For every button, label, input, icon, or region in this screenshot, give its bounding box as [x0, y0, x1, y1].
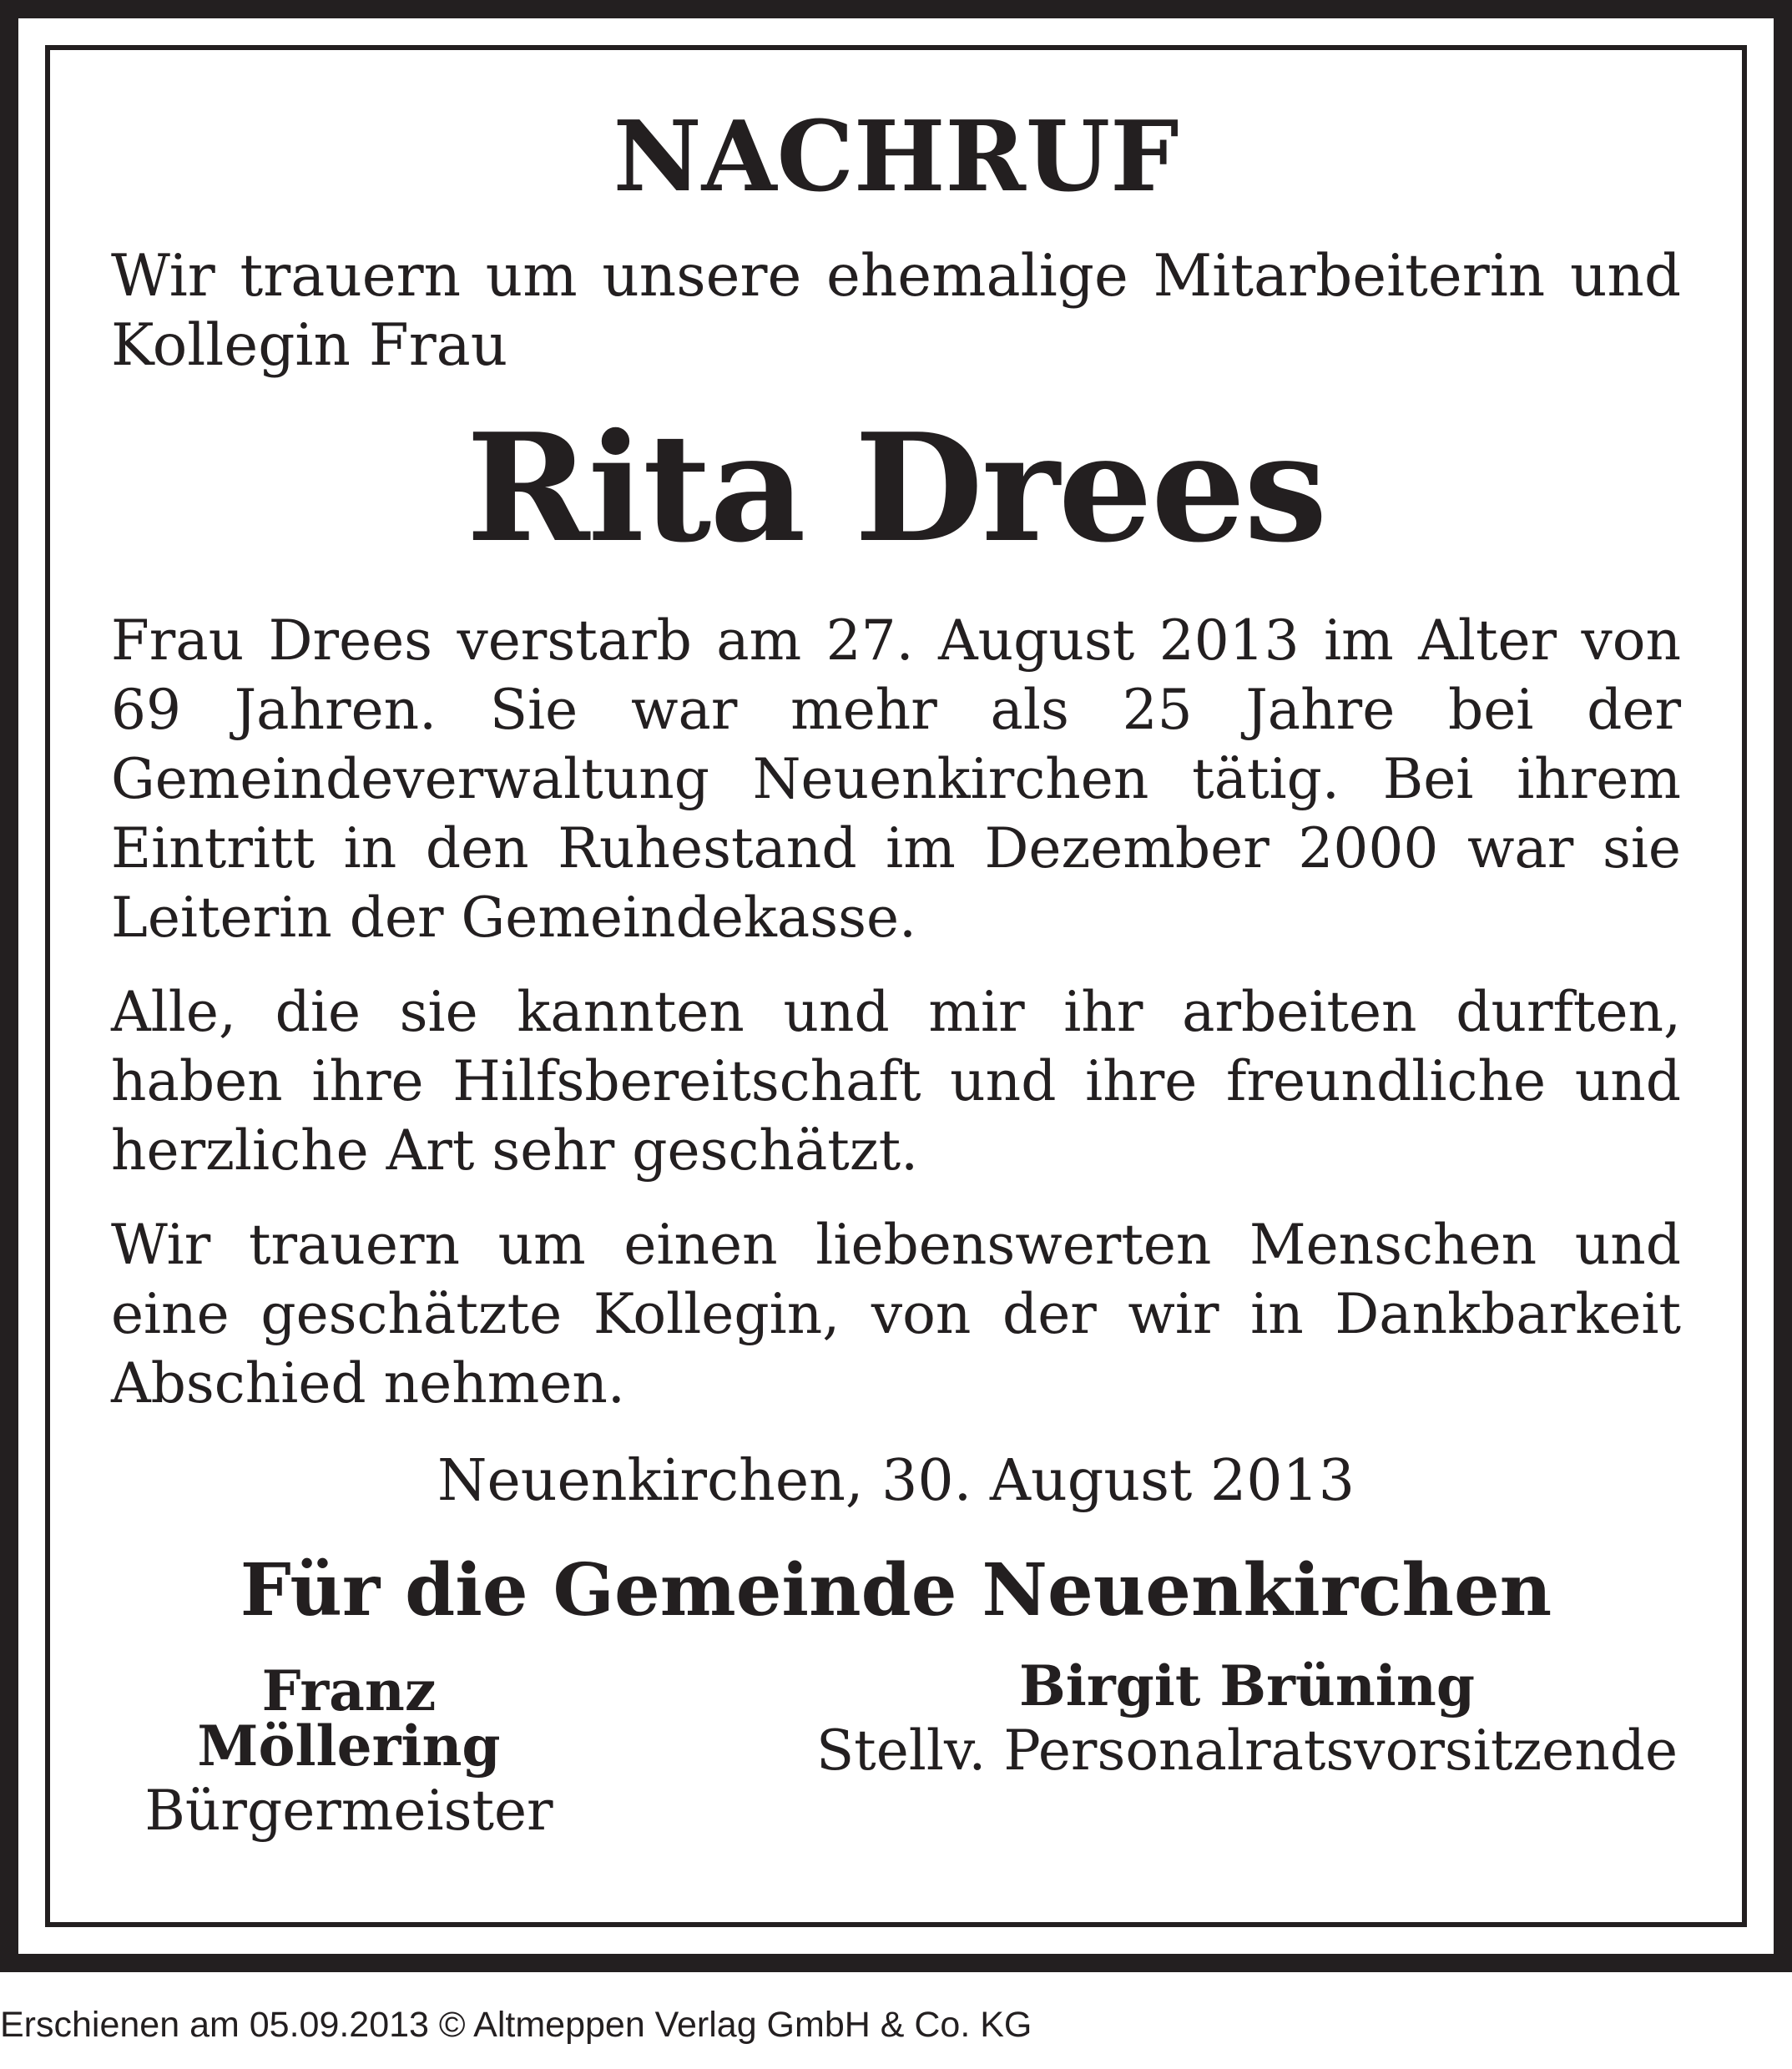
signatures: [111, 1653, 1681, 1843]
signatory-title: Stellv. Personalratsvorsitzende: [815, 1718, 1678, 1783]
intro-text: Wir trauern um unsere ehemalige Mitarbeiterin und Kollegin Frau: [111, 243, 1681, 379]
obituary-heading: NACHRUF: [613, 100, 1179, 214]
signatory-name: Franz Möllering: [197, 1658, 501, 1779]
publication-footer: Erschienen am 05.09.2013 © Altmeppen Verlag GmbH & Co. KG: [0, 2005, 1032, 2045]
paragraph-biography: Frau Drees verstarb am 27. August 2013 im Alter von 69 Jahren. Sie war mehr als 25 Jahre bei der Gemeindeverwaltung Neuenkirchen tätig. Bei ihrem Eintritt in den Ruhestand im Dezember 2000 war sie Leiterin der Gemeindekasse.: [111, 608, 1681, 950]
signatory-title: Bürgermeister: [144, 1779, 553, 1843]
organization-name: Für die Gemeinde Neuenkirchen: [240, 1548, 1552, 1632]
signatory-name: Birgit Brüning: [1018, 1653, 1476, 1718]
paragraph-farewell: Wir trauern um einen liebenswerten Menschen und eine geschätzte Kollegin, von der wir in Dankbarkeit Abschied nehmen.: [111, 1213, 1681, 1415]
signatory-mayor: [111, 1658, 587, 1843]
deceased-name: Rita Drees: [466, 401, 1326, 575]
place-date: Neuenkirchen, 30. August 2013: [437, 1448, 1355, 1514]
paragraph-tribute: Alle, die sie kannten und mir ihr arbeiten durften, haben ihre Hilfsbereitschaft und ihre freundliche und herzliche Art sehr geschätzt.: [111, 980, 1681, 1183]
obituary-content: [111, 100, 1681, 1843]
signatory-staff-council: [805, 1653, 1689, 1783]
